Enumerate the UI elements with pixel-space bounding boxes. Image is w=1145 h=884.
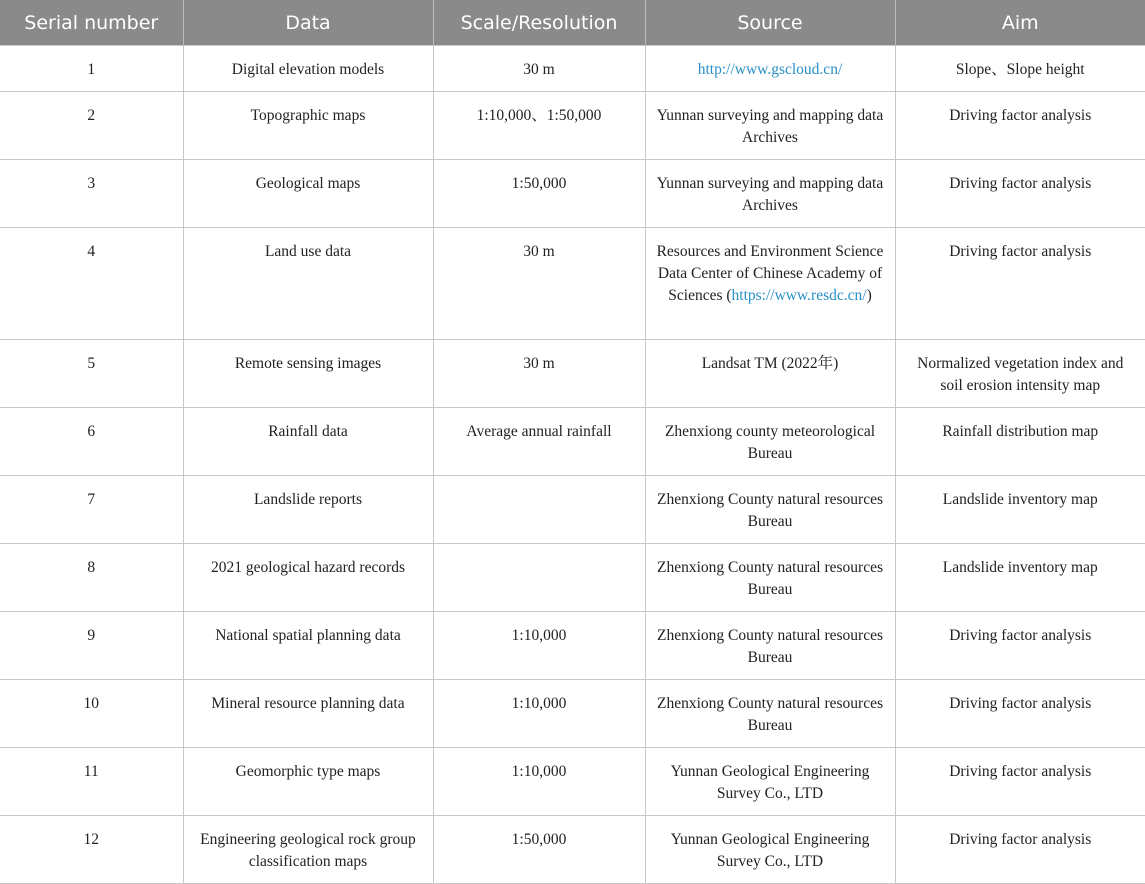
cell-serial: 8: [0, 544, 183, 612]
table-row: [0, 816, 1145, 884]
cell-source: Zhenxiong County natural resources Bureau: [645, 612, 895, 680]
source-text: Resources and Environment Science Data Center of Chinese Academy of Sciences (: [656, 243, 884, 304]
cell-serial: 2: [0, 92, 183, 160]
cell-source: Yunnan surveying and mapping data Archives: [645, 92, 895, 160]
table-row: [0, 92, 1145, 160]
cell-scale: [433, 544, 645, 612]
cell-serial: 10: [0, 680, 183, 748]
cell-data: Geological maps: [183, 160, 433, 228]
cell-aim: Driving factor analysis: [895, 92, 1145, 160]
cell-data: Geomorphic type maps: [183, 748, 433, 816]
source-text-end: ): [866, 287, 872, 304]
cell-aim: Normalized vegetation index and soil erosion intensity map: [895, 340, 1145, 408]
cell-data: Land use data: [183, 228, 433, 340]
cell-serial: 3: [0, 160, 183, 228]
header-serial-number: Serial number: [0, 0, 183, 46]
table-row: [0, 46, 1145, 92]
cell-serial: 9: [0, 612, 183, 680]
table-row: [0, 544, 1145, 612]
cell-serial: 4: [0, 228, 183, 340]
table-row: [0, 228, 1145, 340]
cell-serial: 6: [0, 408, 183, 476]
header-source: Source: [645, 0, 895, 46]
source-link[interactable]: http://www.gscloud.cn/: [697, 61, 843, 78]
table-row: [0, 476, 1145, 544]
cell-scale: 1:10,000: [433, 748, 645, 816]
cell-source: Zhenxiong County natural resources Bureau: [645, 476, 895, 544]
cell-scale: 1:10,000: [433, 680, 645, 748]
cell-data: Topographic maps: [183, 92, 433, 160]
table-row: [0, 748, 1145, 816]
cell-source: Zhenxiong County natural resources Bureau: [645, 544, 895, 612]
table-row: [0, 340, 1145, 408]
cell-aim: Slope、Slope height: [895, 46, 1145, 92]
cell-scale: 30 m: [433, 340, 645, 408]
cell-aim: Driving factor analysis: [895, 160, 1145, 228]
cell-data: Rainfall data: [183, 408, 433, 476]
table-header: [0, 0, 1145, 46]
cell-data: 2021 geological hazard records: [183, 544, 433, 612]
cell-scale: 1:50,000: [433, 816, 645, 884]
cell-scale: 30 m: [433, 228, 645, 340]
cell-aim: Driving factor analysis: [895, 748, 1145, 816]
cell-aim: Driving factor analysis: [895, 680, 1145, 748]
cell-source: Zhenxiong County natural resources Bureau: [645, 680, 895, 748]
cell-aim: Landslide inventory map: [895, 544, 1145, 612]
cell-scale: 30 m: [433, 46, 645, 92]
table-body: [0, 46, 1145, 884]
cell-aim: Driving factor analysis: [895, 816, 1145, 884]
cell-scale: 1:50,000: [433, 160, 645, 228]
cell-aim: Rainfall distribution map: [895, 408, 1145, 476]
table-row: [0, 680, 1145, 748]
cell-data: Digital elevation models: [183, 46, 433, 92]
cell-data: Mineral resource planning data: [183, 680, 433, 748]
cell-data: Engineering geological rock group classification maps: [183, 816, 433, 884]
cell-aim: Landslide inventory map: [895, 476, 1145, 544]
cell-scale: 1:10,000、1:50,000: [433, 92, 645, 160]
cell-data: Landslide reports: [183, 476, 433, 544]
cell-aim: Driving factor analysis: [895, 612, 1145, 680]
cell-serial: 5: [0, 340, 183, 408]
cell-source: [645, 228, 895, 340]
header-data: Data: [183, 0, 433, 46]
cell-serial: 1: [0, 46, 183, 92]
cell-source: [645, 46, 895, 92]
cell-serial: 11: [0, 748, 183, 816]
cell-scale: Average annual rainfall: [433, 408, 645, 476]
cell-data: National spatial planning data: [183, 612, 433, 680]
cell-data: Remote sensing images: [183, 340, 433, 408]
header-aim: Aim: [895, 0, 1145, 46]
cell-scale: [433, 476, 645, 544]
cell-source: Landsat TM (2022年): [645, 340, 895, 408]
header-row: [0, 0, 1145, 46]
cell-scale: 1:10,000: [433, 612, 645, 680]
table-row: [0, 160, 1145, 228]
table-row: [0, 612, 1145, 680]
cell-source: Zhenxiong county meteorological Bureau: [645, 408, 895, 476]
header-scale-resolution: Scale/Resolution: [433, 0, 645, 46]
source-link[interactable]: https://www.resdc.cn/: [731, 287, 867, 304]
table-row: [0, 408, 1145, 476]
cell-serial: 12: [0, 816, 183, 884]
cell-source: Yunnan Geological Engineering Survey Co., LTD: [645, 816, 895, 884]
cell-aim: Driving factor analysis: [895, 228, 1145, 340]
cell-serial: 7: [0, 476, 183, 544]
cell-source: Yunnan Geological Engineering Survey Co., LTD: [645, 748, 895, 816]
cell-source: Yunnan surveying and mapping data Archives: [645, 160, 895, 228]
